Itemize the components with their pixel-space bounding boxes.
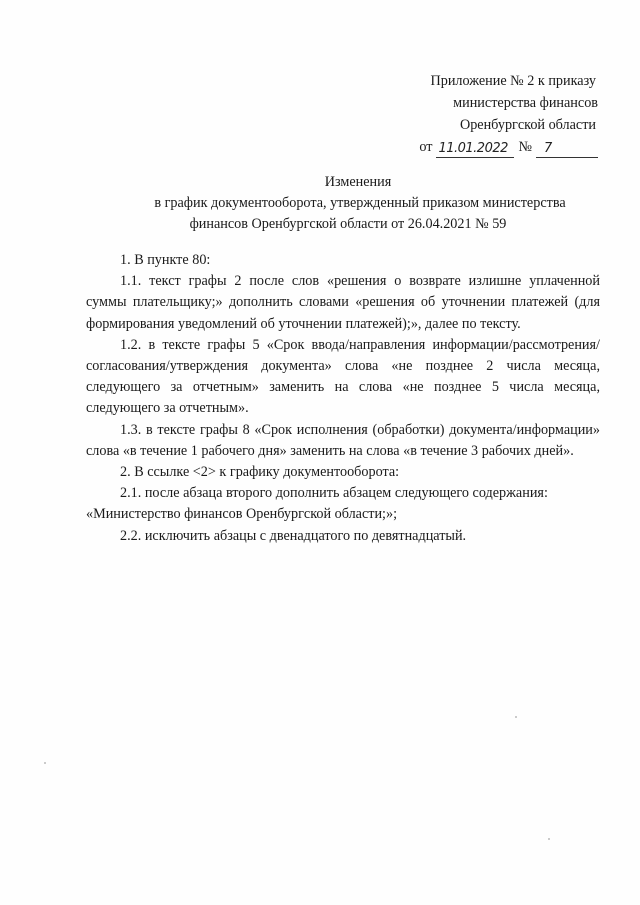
title-line-1: Изменения <box>324 174 392 190</box>
from-label: от <box>419 139 433 155</box>
document-title <box>0 172 640 235</box>
scan-speck <box>44 762 46 764</box>
paragraph-1-2: 1.2. в тексте графы 5 «Срок ввода/направления информации/рассмотрения/согласования/утверждения документа» слова «не позднее 2 числа месяца, следующего за отчетным» заменить на слова «не позднее 5 числа месяца, следующего за отчетным». <box>86 336 600 417</box>
attachment-line-1: Приложение № 2 к приказу <box>430 73 596 89</box>
paragraph-2: 2. В ссылке <2> к графику документооборота: <box>120 464 400 481</box>
paragraph-2-1-quote: «Министерство финансов Оренбургской области;»; <box>86 506 398 523</box>
paragraph-1-3: 1.3. в тексте графы 8 «Срок исполнения (обработки) документа/информации» слова «в течение 1 рабочего дня» заменить на слова «в течение 3 рабочих дней». <box>86 421 600 459</box>
document-body <box>86 250 600 547</box>
order-date-number-line <box>419 136 598 158</box>
scan-speck <box>548 838 550 840</box>
paragraph-2-2: 2.2. исключить абзацы с двенадцатого по девятнадцатый. <box>120 527 467 544</box>
attachment-line-3: Оренбургской области <box>459 117 596 133</box>
paragraph-1: 1. В пункте 80: <box>120 252 211 268</box>
handwritten-date: 11.01.2022 <box>436 141 514 158</box>
scan-speck <box>515 716 517 718</box>
number-label: № <box>518 139 532 155</box>
handwritten-number: 7 <box>536 141 598 158</box>
attachment-header <box>419 70 598 158</box>
attachment-line-2: министерства финансов <box>453 95 598 111</box>
paragraph-1-1: 1.1. текст графы 2 после слов «решения о возврате излишне уплаченной суммы плательщику;» дополнить словами «решения об уточнении платежей (для формирования уведомлений об уточнении платежей);», далее по тексту. <box>86 273 600 332</box>
title-line-2: в график документооборота, утвержденный приказом министерства <box>154 195 566 211</box>
paragraph-2-1: 2.1. после абзаца второго дополнить абзацем следующего содержания: <box>120 485 548 502</box>
title-line-3: финансов Оренбургской области от 26.04.2021 № 59 <box>189 216 507 232</box>
